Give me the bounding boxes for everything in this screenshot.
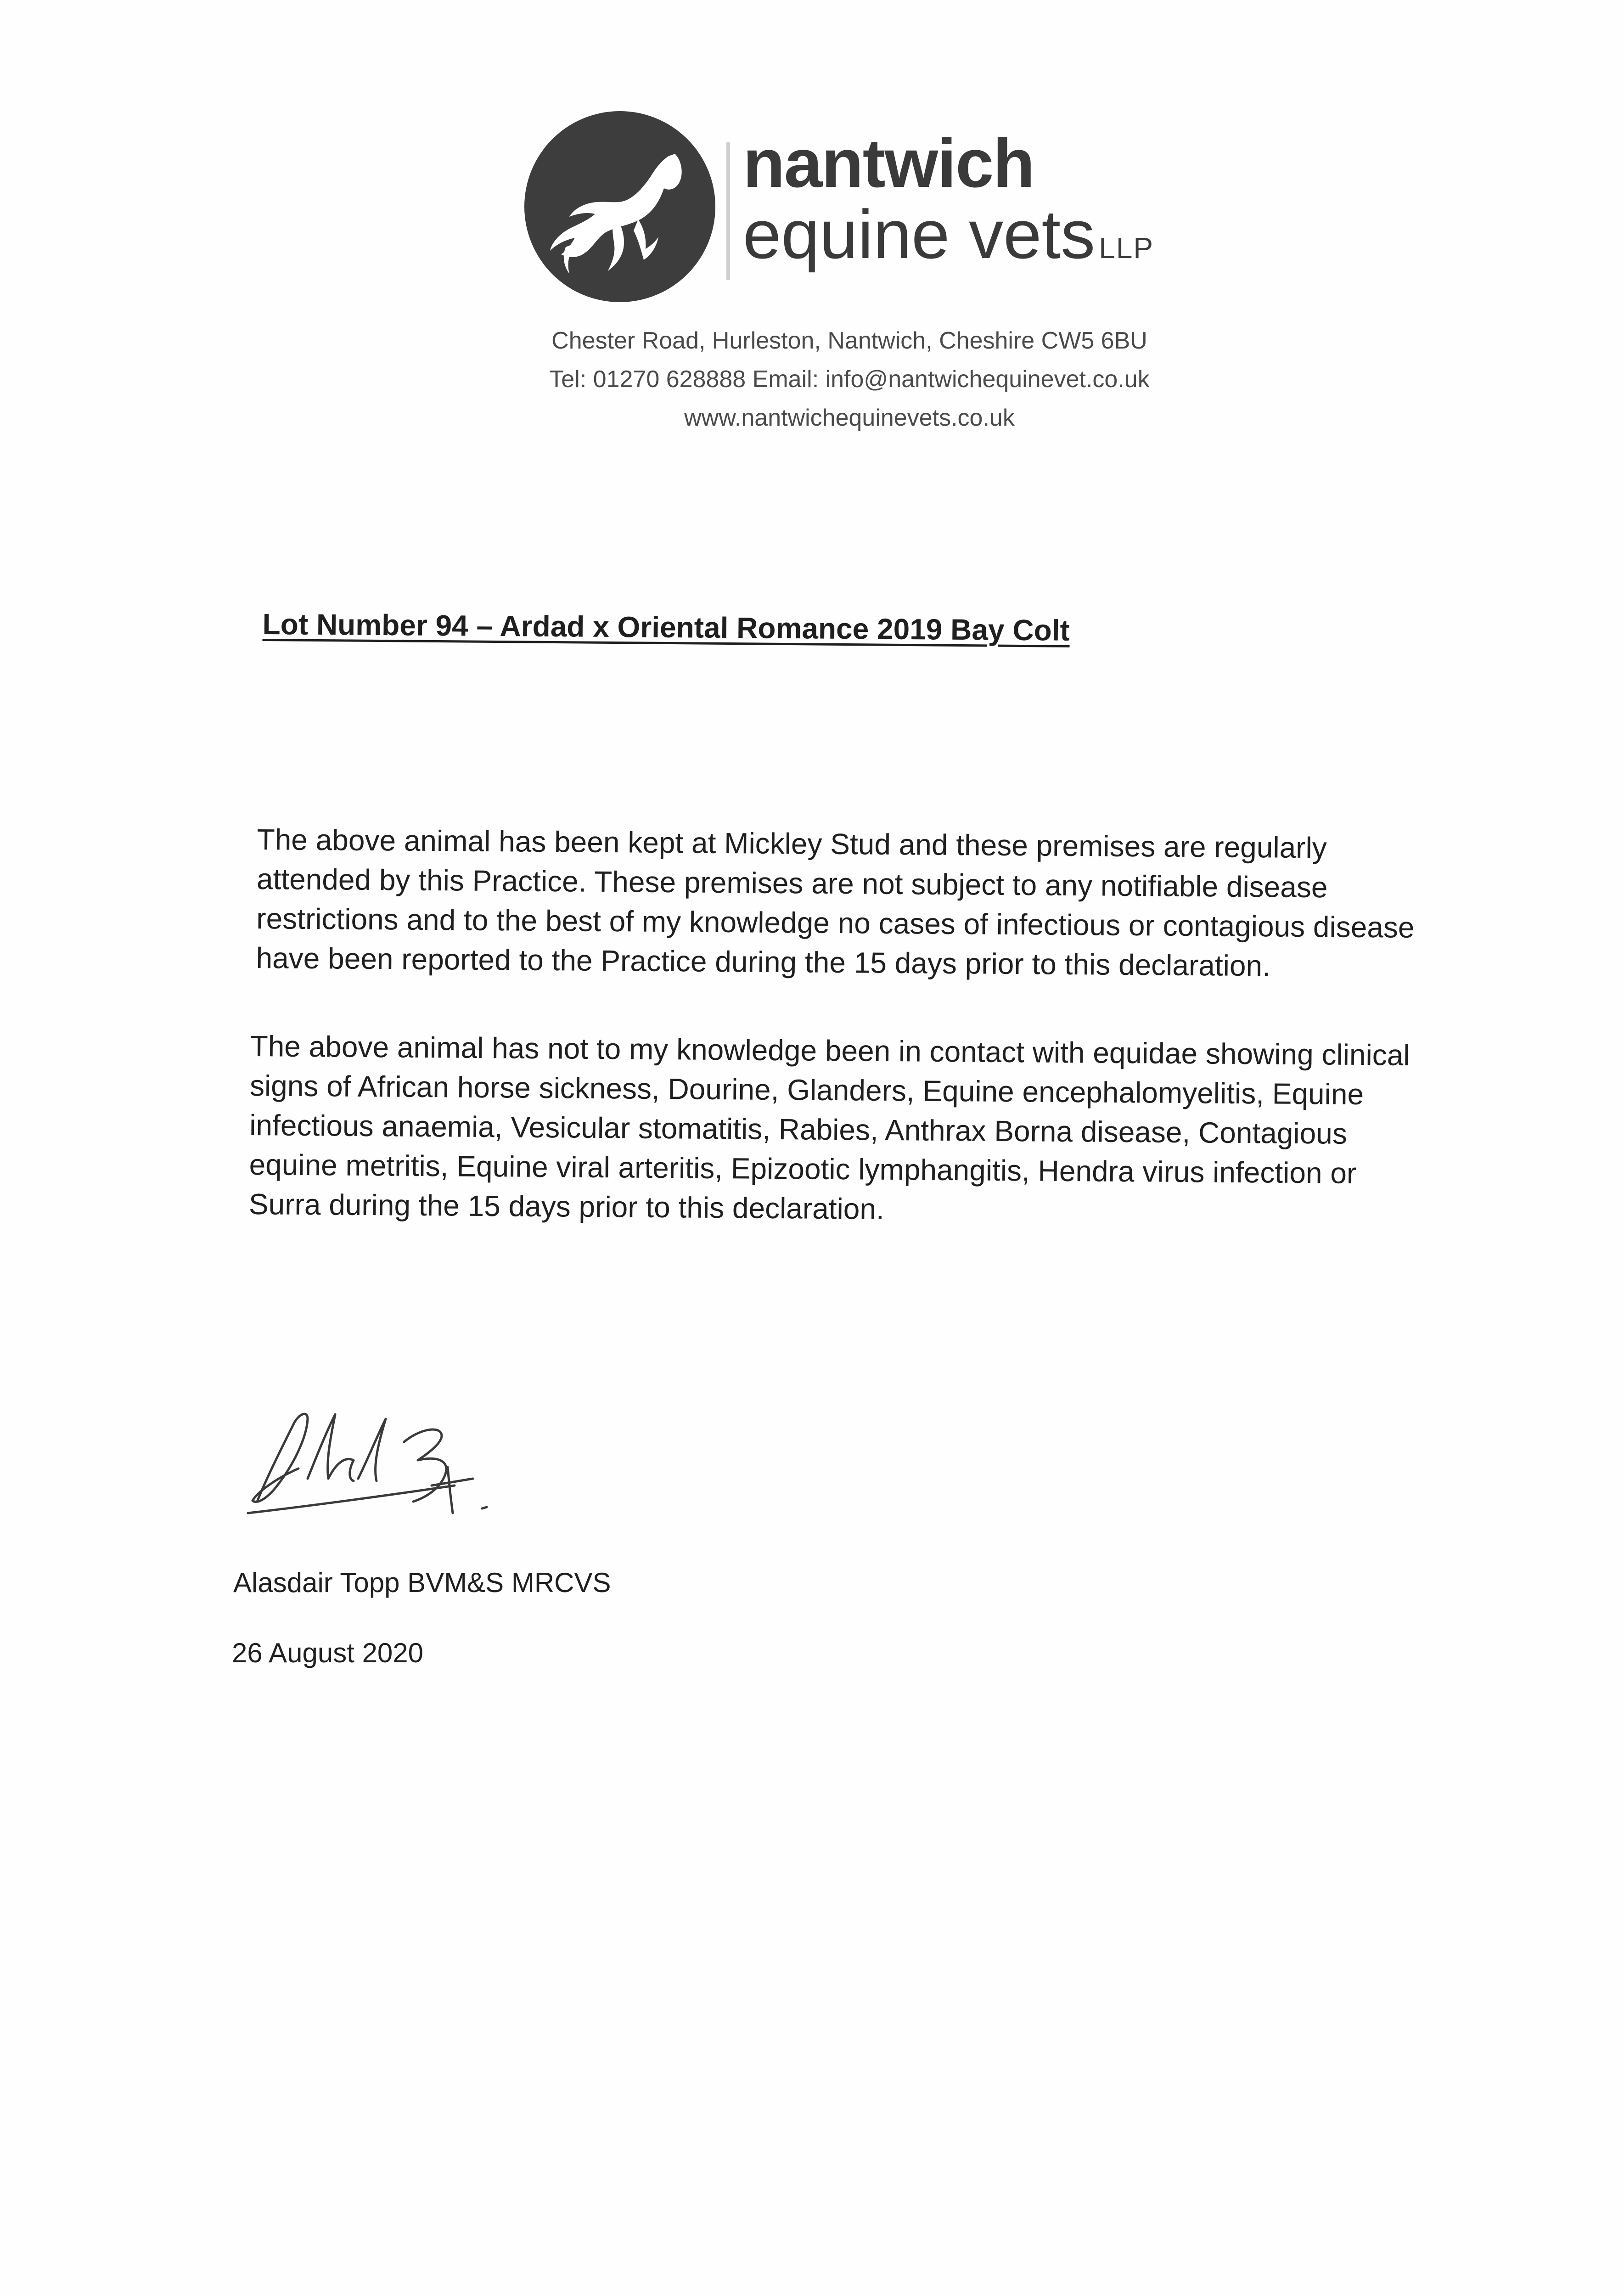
paragraph-contact-declaration: The above animal has not to my knowledge been in contact with equidae showing clinical signs of African horse sickness, Dourine, Glanders, Equine encephalomyelitis, Equine infectious anaemia, Vesicular stomatitis, Rabies, Anthrax Borna disease, Contagious equine metritis, Equine viral arteritis, Epizootic lymphangitis, Hendra virus infection or Surra during the 15 days prior to this declaration. (248, 1029, 1410, 1226)
paragraph-premises: The above animal has been kept at Mickley Stud and these premises are regularly attended by this Practice. These premises are not subject to any notifiable disease restrictions and to the best of my knowledge no cases of infectious or contagious disease have been reported to the Practice during the 15 days prior to this declaration. (256, 822, 1415, 983)
letterhead-logo (523, 110, 1212, 303)
signatory-name: Alasdair Topp BVM&S MRCVS (233, 1567, 611, 1598)
handwritten-signature (239, 1387, 533, 1525)
brand-name: nantwich (743, 124, 1034, 202)
postal-address: Chester Road, Hurleston, Nantwich, Cheshire CW5 6BU (551, 327, 1147, 354)
jumping-horse-icon (523, 110, 716, 303)
brand-subtitle-text: equine vets (743, 196, 1096, 273)
brand-subtitle (743, 196, 1154, 273)
brand-suffix: LLP (1099, 231, 1154, 264)
website-address: www.nantwichequinevets.co.uk (684, 405, 1015, 431)
contact-details: Tel: 01270 628888 Email: info@nantwichequinevet.co.uk (549, 366, 1150, 393)
logo-divider (726, 142, 730, 280)
letterhead-address (459, 321, 1240, 437)
lot-heading: Lot Number 94 – Ardad x Oriental Romance 2019 Bay Colt (262, 608, 1070, 647)
declaration-date: 26 August 2020 (232, 1638, 424, 1668)
